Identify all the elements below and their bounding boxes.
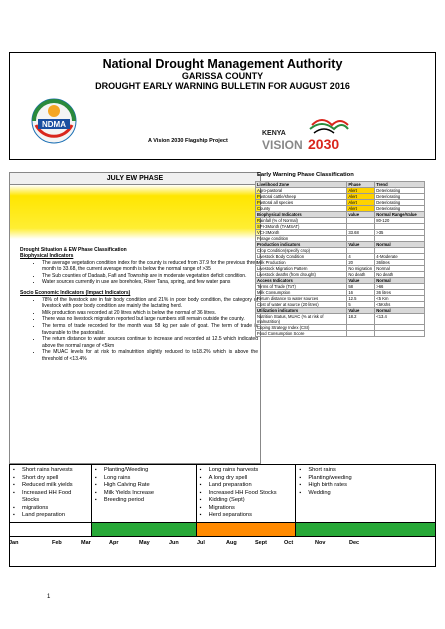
months-row (9, 534, 436, 567)
socio-item: • The MUAC levels for at risk to malnutrition slightly reduced to to18.2% which is above the threshold of <13.4% (42, 349, 258, 362)
ew-table-cell: Value (347, 242, 375, 248)
ew-table-cell: 58 (347, 284, 375, 290)
season-activity-item: ▪ Short dry spell (13, 475, 88, 483)
county-name: GARISSA COUNTY (181, 71, 264, 81)
month-label: Jun (169, 540, 179, 546)
season-col-2 (91, 465, 196, 523)
bio-list (42, 260, 258, 286)
ew-table-cell: 5 (347, 302, 375, 308)
season-activity-item: ▪ Planting/weeding (299, 475, 432, 483)
season-activity-item: ▪ Land preparation (200, 482, 293, 490)
socio-item: • 78% of the livestock are in fair body condition and 21% in poor body condition, the category of livestock with poor body condition are mainly the lactating herd. (42, 297, 258, 310)
ew-table (255, 181, 425, 337)
socio-item: • The return distance to water sources continue to increase and recorded at 12.5 which indicated above the normal range of <5km (42, 336, 258, 349)
ew-table-cell: VCI-3Month (256, 230, 347, 236)
ew-table-cell: Deteriorating (375, 194, 425, 200)
seasonal-calendar (9, 464, 436, 537)
ew-table-cell: Alert (347, 194, 375, 200)
ew-table-cell: Nutrition Status, MUAC (% at risk of malnutrition) (256, 314, 347, 325)
ew-table-cell: Terms of Trade (ToT) (256, 284, 347, 290)
vision-word-text: VISION (262, 138, 303, 152)
season-col-1 (10, 465, 92, 523)
season-activity-item: ▪ Planting/Weeding (95, 467, 193, 475)
season-activity-item: ▪ Kidding (Sept) (200, 497, 293, 505)
ew-table-row (256, 331, 425, 337)
month-label: Jul (197, 540, 205, 546)
ew-table-cell: Normal (375, 278, 425, 284)
ew-table-cell: 4-Moderate (375, 254, 425, 260)
month-label: Sept (255, 540, 267, 546)
vision-2030-logo (260, 115, 350, 153)
flagship-text: A Vision 2030 Flagship Project (148, 138, 228, 144)
ew-table-cell: Trend (375, 182, 425, 188)
month-label: Dec (349, 540, 360, 546)
header-box (9, 52, 436, 160)
season-col-3 (196, 465, 296, 523)
season-activity-item: ▪ Migrations (200, 505, 293, 513)
ew-table-cell: >66 (375, 284, 425, 290)
season-activity-item: ▪ High Calving Rate (95, 482, 193, 490)
ew-table-cell: Production indicators (256, 242, 347, 248)
ew-table-cell: 20 (347, 260, 375, 266)
season-col-4 (296, 465, 436, 523)
ew-table-cell: Normal Range/Value (375, 212, 425, 218)
ew-table-cell: 18.2 (347, 314, 375, 325)
season-activity-item: ▪ Short rains (299, 467, 432, 475)
ew-table-cell: Normal (375, 242, 425, 248)
socio-list (42, 297, 258, 362)
month-label: May (139, 540, 150, 546)
month-label: Mar (81, 540, 91, 546)
situation-panel (9, 172, 261, 464)
ew-table-cell: Access Indicators (256, 278, 347, 284)
ew-table-cell: <13.4 (375, 314, 425, 325)
season-activity-item: ▪ Short rains harvests (13, 467, 88, 475)
ew-table-cell: No death (347, 272, 375, 278)
season-activity-item: ▪ High birth rates (299, 482, 432, 490)
ew-table-cell: Alert (347, 188, 375, 194)
ew-table-cell: Utilization indicators (256, 308, 347, 314)
season-activity-item: ▪ Long rains harvests (200, 467, 293, 475)
month-label: Apr (109, 540, 119, 546)
phase-label: JULY EW PHASE (10, 173, 260, 185)
ew-table-cell: Pastoral all species (256, 200, 347, 206)
ew-table-cell: Cost of water at source (20 litres) (256, 302, 347, 308)
ew-table-cell: <5Kshs (375, 302, 425, 308)
ndma-logo-text: NDMA (42, 120, 66, 129)
bio-heading: Biophysical Indicators (20, 253, 74, 260)
ew-table-cell: Deteriorating (375, 188, 425, 194)
situation-heading: Drought Situation & EW Phase Classification (20, 247, 127, 253)
ew-table-cell: Value (347, 278, 375, 284)
ew-table-cell: Value (347, 308, 375, 314)
bulletin-title: DROUGHT EARLY WARNING BULLETIN FOR AUGUST 2016 (95, 81, 350, 91)
season-activity-item: ▪ A long dry spell (200, 475, 293, 483)
ew-table-cell: Crop Condition(specify crop) (256, 248, 347, 254)
ew-table-cell: Alert (347, 200, 375, 206)
ew-table-cell: Agro-pastoral (256, 188, 347, 194)
ew-table-cell: Livelihood Zone (256, 182, 347, 188)
season-activities-table (9, 464, 436, 537)
ew-table-cell: Rainfall (% of Normal) (256, 218, 347, 224)
socio-item: • The terms of trade recorded for the month was 58 kg per sale of goat. The term of trade is favourable to the pastoralist. (42, 323, 258, 336)
season-activity-item: ▪ Milk Yields Increase (95, 490, 193, 498)
ew-table-cell: Food Consumption Score (256, 331, 347, 337)
ew-table-cell (375, 331, 425, 337)
bio-item: • The Sub counties of Dadaab, Fafi and Township are in moderate vegetation deficit condition. (42, 273, 258, 279)
bio-item: • Water sources currently in use are boreholes, River Tana, spring, and few water pans (42, 279, 258, 285)
socio-item: • There was no livestock migration reported but large numbers still remain outside the county. (42, 316, 258, 322)
ew-table-cell: 4 (347, 254, 375, 260)
ew-table-cell: Phase (347, 182, 375, 188)
ew-table-cell: 36 litres (375, 290, 425, 296)
ew-table-cell: SPI-3Month (TAMSAT) (256, 224, 347, 230)
season-activity-item: ▪ Breeding period (95, 497, 193, 505)
ew-table-cell: 16 (347, 290, 375, 296)
ew-table-cell: 36litres (375, 260, 425, 266)
ew-table-cell: Milk Consumption (256, 290, 347, 296)
bio-item: • The average vegetation condition index for the county is reduced from 37.9 for the previous three month to 33.68, the current average month is below the normal range of >35 (42, 260, 258, 273)
vision-kenya-text: KENYA (262, 130, 286, 137)
month-label: Jan (9, 540, 19, 546)
ew-table-title: Early Warning Phase Classification (257, 172, 354, 178)
season-activity-item: ▪ Long rains (95, 475, 193, 483)
ew-table-cell: Alert (347, 206, 375, 212)
ew-table-row (256, 314, 425, 325)
socio-heading: Socio Economic Indicators (Impact Indicators) (20, 290, 131, 297)
ew-table-cell: Normal (375, 308, 425, 314)
ew-table-cell: 80-120 (375, 218, 425, 224)
ew-table-cell: No migration (347, 266, 375, 272)
ew-table-cell: >35 (375, 230, 425, 236)
page-number: 1 (47, 594, 51, 600)
ew-table-cell: value (347, 212, 375, 218)
ew-classification-panel (255, 172, 436, 428)
page-title: National Drought Management Authority (102, 57, 343, 71)
situation-text (20, 247, 258, 363)
month-label: Nov (315, 540, 326, 546)
ew-table-cell: Biophysical Indicators (256, 212, 347, 218)
ew-table-cell: <5 Km (375, 296, 425, 302)
phase-color-block (10, 185, 260, 239)
ew-table-cell: Pastoral cattle/sheep (256, 194, 347, 200)
season-activity-item: ▪ Herd separations (200, 512, 293, 520)
ew-table-cell: 12.5 (347, 296, 375, 302)
ew-table-cell: Normal (375, 266, 425, 272)
season-activity-item: ▪ Increased HH Food Stocks (200, 490, 293, 498)
month-label: Oct (284, 540, 294, 546)
season-activity-item: ▪ Wedding (299, 490, 432, 498)
ew-table-cell (347, 331, 375, 337)
ew-table-cell: County (256, 206, 347, 212)
ndma-logo (28, 91, 80, 153)
ew-table-cell: No death (375, 272, 425, 278)
season-activity-item: ▪ Increased HH Food Stocks (13, 490, 88, 505)
ew-table-cell: Livestock deaths (from drought) (256, 272, 347, 278)
month-label: Feb (52, 540, 62, 546)
ew-table-cell: 33.68 (347, 230, 375, 236)
ew-table-cell: Coping Strategy Index (CSI) (256, 325, 347, 331)
ew-table-cell: Milk Production (256, 260, 347, 266)
vision-year-text: 2030 (308, 136, 340, 152)
month-label: Aug (226, 540, 237, 546)
season-activity-item: ▪ Land preparation (13, 512, 88, 520)
ew-table-cell: Return distance to water sources (256, 296, 347, 302)
ew-table-cell: Livestock Migration Pattern (256, 266, 347, 272)
ew-table-cell: Deteriorating (375, 206, 425, 212)
season-activity-item: ▪ Reduced milk yields (13, 482, 88, 490)
socio-item: • Milk production was recorded at 20 litres which is below the normal of 36 litres. (42, 310, 258, 316)
season-activities-row (10, 465, 436, 523)
season-activity-item: ▪ migrations (13, 505, 88, 513)
ew-table-cell: Livestock Body Condition (256, 254, 347, 260)
ew-table-cell: Forage condition (256, 236, 347, 242)
ew-table-cell: Deteriorating (375, 200, 425, 206)
